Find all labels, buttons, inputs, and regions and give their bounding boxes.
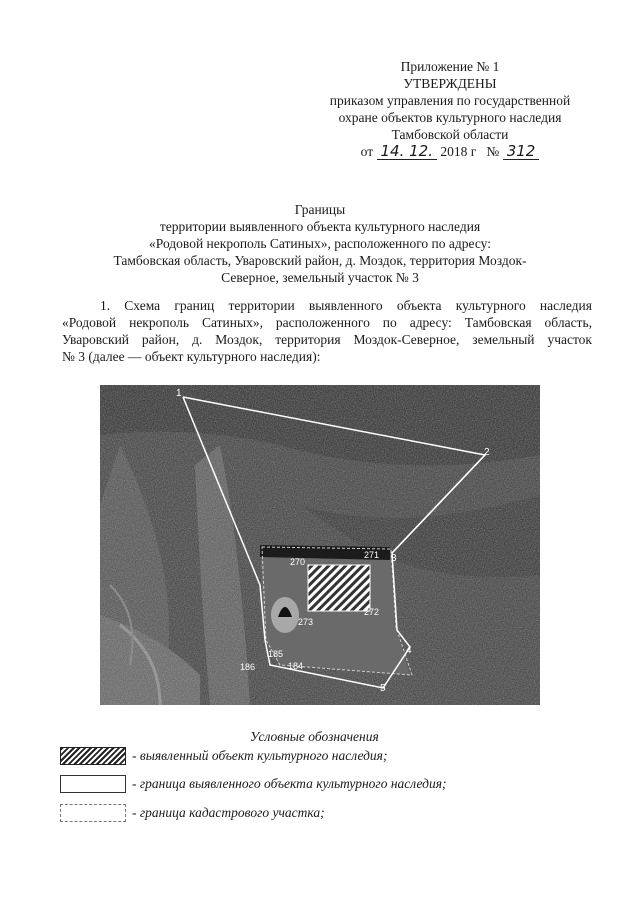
point-label-184: 184 bbox=[288, 661, 304, 671]
number-prefix: № bbox=[486, 144, 500, 159]
heritage-object-area bbox=[308, 565, 370, 611]
point-label-5: 5 bbox=[380, 683, 386, 694]
title-line-5: Северное, земельный участок № 3 bbox=[221, 270, 419, 285]
handwritten-number: 312 bbox=[503, 144, 540, 160]
point-label-185: 185 bbox=[268, 649, 284, 659]
legend-label: - выявленный объект культурного наследия; bbox=[132, 748, 388, 763]
approval-line-2: охране объектов культурного наследия bbox=[338, 110, 562, 125]
appendix-label: Приложение № 1 bbox=[400, 59, 500, 74]
legend-title: Условные обозначения bbox=[250, 729, 379, 744]
point-label-271: 271 bbox=[364, 550, 380, 560]
legend-item-cadastral-boundary bbox=[60, 803, 325, 823]
paragraph-line-3: Уваровский район, д. Моздок, территория Моздок-Северное, земельный участок bbox=[62, 332, 592, 347]
date-year: 2018 г bbox=[440, 144, 477, 159]
legend-item-heritage-object bbox=[60, 746, 387, 766]
point-label-273: 273 bbox=[298, 617, 314, 627]
order-date-line bbox=[300, 143, 600, 160]
paragraph-line-4: № 3 (далее — объект культурного наследия): bbox=[62, 349, 321, 364]
handwritten-date: 14. 12. bbox=[377, 144, 437, 160]
title-line-1: Границы bbox=[294, 202, 346, 217]
body-paragraph bbox=[62, 297, 592, 365]
satellite-map bbox=[100, 385, 540, 705]
point-label-2: 2 bbox=[484, 447, 490, 458]
point-label-3: 3 bbox=[391, 553, 397, 564]
date-prefix: от bbox=[360, 144, 374, 159]
legend-label: - граница кадастрового участка; bbox=[132, 805, 325, 820]
approval-line-1: приказом управления по государственной bbox=[329, 93, 571, 108]
point-label-186: 186 bbox=[240, 662, 256, 672]
map-svg bbox=[100, 385, 540, 705]
approved-label: УТВЕРЖДЕНЫ bbox=[403, 76, 497, 91]
legend-item-territory-boundary bbox=[60, 774, 447, 794]
document-title bbox=[70, 201, 570, 286]
point-label-272: 272 bbox=[364, 607, 380, 617]
paragraph-line-1: 1. Схема границ территории выявленного объекта культурного наследия bbox=[100, 298, 592, 313]
point-label-1: 1 bbox=[176, 388, 182, 399]
hatched-swatch-icon bbox=[60, 747, 126, 765]
dashed-outline-swatch-icon bbox=[60, 804, 126, 822]
point-label-4: 4 bbox=[406, 645, 412, 656]
point-label-270: 270 bbox=[290, 557, 306, 567]
approval-line-3: Тамбовской области bbox=[391, 127, 509, 142]
paragraph-line-2: «Родовой некрополь Сатиных», расположенного по адресу: Тамбовская область, bbox=[62, 315, 592, 330]
title-line-2: территории выявленного объекта культурного наследия bbox=[159, 219, 481, 234]
approval-block bbox=[300, 58, 600, 160]
legend-label: - граница выявленного объекта культурного наследия; bbox=[132, 776, 447, 791]
title-line-3: «Родовой некрополь Сатиных», расположенного по адресу: bbox=[149, 236, 491, 251]
solid-outline-swatch-icon bbox=[60, 775, 126, 793]
title-line-4: Тамбовская область, Уваровский район, д. Моздок, территория Моздок- bbox=[113, 253, 527, 268]
